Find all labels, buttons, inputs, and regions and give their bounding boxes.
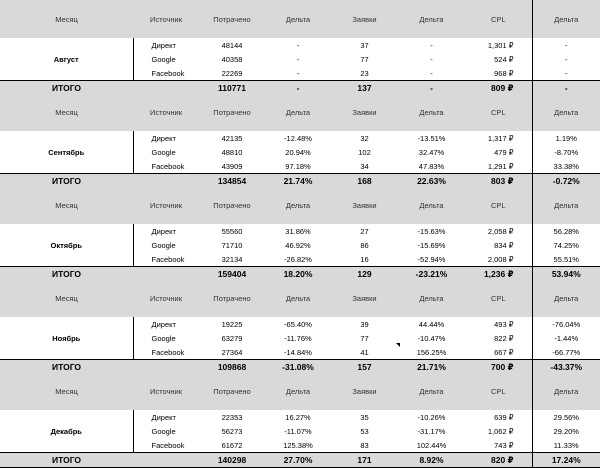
total-delta-cpl: 53.94% bbox=[532, 267, 600, 282]
delta-leads-cell: - bbox=[398, 52, 465, 66]
delta-leads-cell: -31.17% bbox=[398, 424, 465, 438]
delta-cpl-cell: -1.44% bbox=[532, 331, 600, 345]
header-row bbox=[0, 372, 600, 410]
cpl-cell: 493 ₽ bbox=[465, 317, 532, 331]
delta-leads-cell: -52.94% bbox=[398, 252, 465, 267]
cpl-cell: 2,008 ₽ bbox=[465, 252, 532, 267]
header-delta-leads: Дельта bbox=[398, 186, 465, 224]
header-cpl: CPL bbox=[465, 0, 532, 38]
delta-spent-cell: - bbox=[265, 52, 331, 66]
header-delta-spent: Дельта bbox=[265, 0, 331, 38]
total-cpl: 700 ₽ bbox=[465, 360, 532, 375]
header-row bbox=[0, 186, 600, 224]
total-label: ИТОГО bbox=[0, 360, 133, 375]
leads-cell: 16 bbox=[331, 252, 398, 267]
source-cell: Директ bbox=[133, 131, 199, 145]
delta-cpl-cell: 29.20% bbox=[532, 424, 600, 438]
source-cell: Директ bbox=[133, 410, 199, 424]
cpl-cell: 834 ₽ bbox=[465, 238, 532, 252]
total-source-empty bbox=[133, 453, 199, 468]
leads-cell: 53 bbox=[331, 424, 398, 438]
header-month: Месяц bbox=[0, 0, 133, 38]
spent-cell: 42135 bbox=[199, 131, 265, 145]
cpl-cell: 822 ₽ bbox=[465, 331, 532, 345]
header-month: Месяц bbox=[0, 279, 133, 317]
table-row bbox=[0, 317, 600, 331]
leads-cell: 86 bbox=[331, 238, 398, 252]
leads-cell: 102 bbox=[331, 145, 398, 159]
source-cell: Facebook bbox=[133, 66, 199, 81]
month-name: Сентябрь bbox=[0, 131, 133, 174]
header-month: Месяц bbox=[0, 372, 133, 410]
delta-spent-cell: -26.82% bbox=[265, 252, 331, 267]
header-spent: Потрачено bbox=[199, 93, 265, 131]
header-delta-cpl: Дельта bbox=[532, 186, 600, 224]
total-leads: 129 bbox=[331, 267, 398, 282]
total-leads: 168 bbox=[331, 174, 398, 189]
total-spent: 159404 bbox=[199, 267, 265, 282]
delta-spent-cell: 31.86% bbox=[265, 224, 331, 238]
leads-cell: 77 bbox=[331, 52, 398, 66]
spent-cell: 71710 bbox=[199, 238, 265, 252]
total-label: ИТОГО bbox=[0, 453, 133, 468]
delta-cpl-cell: - bbox=[532, 38, 600, 52]
header-delta-spent: Дельта bbox=[265, 372, 331, 410]
header-leads: Заявки bbox=[331, 186, 398, 224]
spent-cell: 22269 bbox=[199, 66, 265, 81]
delta-cpl-cell: 74.25% bbox=[532, 238, 600, 252]
total-cpl: 820 ₽ bbox=[465, 453, 532, 468]
total-delta-cpl: -0.72% bbox=[532, 174, 600, 189]
header-delta-spent: Дельта bbox=[265, 93, 331, 131]
delta-spent-cell: -14.84% bbox=[265, 345, 331, 360]
month-name: Август bbox=[0, 38, 133, 81]
month-name: Декабрь bbox=[0, 410, 133, 453]
leads-cell: 23 bbox=[331, 66, 398, 81]
cpl-cell: 667 ₽ bbox=[465, 345, 532, 360]
total-delta-spent: - bbox=[265, 81, 331, 96]
total-label: ИТОГО bbox=[0, 174, 133, 189]
source-cell: Директ bbox=[133, 317, 199, 331]
month-name: Октябрь bbox=[0, 224, 133, 267]
spent-cell: 63279 bbox=[199, 331, 265, 345]
total-delta-cpl: - bbox=[532, 81, 600, 96]
delta-leads-cell: 47.83% bbox=[398, 159, 465, 174]
source-cell: Директ bbox=[133, 224, 199, 238]
table-row bbox=[0, 410, 600, 424]
delta-cpl-cell: -8.70% bbox=[532, 145, 600, 159]
cpl-cell: 2,058 ₽ bbox=[465, 224, 532, 238]
month-table bbox=[0, 93, 600, 189]
cpl-cell: 479 ₽ bbox=[465, 145, 532, 159]
source-cell: Google bbox=[133, 238, 199, 252]
table-row bbox=[0, 38, 600, 52]
delta-leads-cell: -10.26% bbox=[398, 410, 465, 424]
total-delta-cpl: 17.24% bbox=[532, 453, 600, 468]
header-cpl: CPL bbox=[465, 93, 532, 131]
source-cell: Google bbox=[133, 424, 199, 438]
leads-cell: 37 bbox=[331, 38, 398, 52]
header-cpl: CPL bbox=[465, 279, 532, 317]
total-cpl: 1,236 ₽ bbox=[465, 267, 532, 282]
month-block bbox=[0, 372, 600, 468]
cell-comment-marker bbox=[396, 343, 400, 347]
delta-leads-cell: -13.51% bbox=[398, 131, 465, 145]
month-block bbox=[0, 279, 600, 375]
spent-cell: 48144 bbox=[199, 38, 265, 52]
delta-cpl-cell: 11.33% bbox=[532, 438, 600, 453]
total-leads: 157 bbox=[331, 360, 398, 375]
header-delta-spent: Дельта bbox=[265, 279, 331, 317]
delta-spent-cell: -65.40% bbox=[265, 317, 331, 331]
spent-cell: 32134 bbox=[199, 252, 265, 267]
delta-spent-cell: 46.92% bbox=[265, 238, 331, 252]
delta-leads-cell: 44.44% bbox=[398, 317, 465, 331]
total-label: ИТОГО bbox=[0, 81, 133, 96]
delta-spent-cell: 16.27% bbox=[265, 410, 331, 424]
delta-spent-cell: -12.48% bbox=[265, 131, 331, 145]
cpl-cell: 743 ₽ bbox=[465, 438, 532, 453]
header-row bbox=[0, 93, 600, 131]
delta-spent-cell: -11.07% bbox=[265, 424, 331, 438]
total-delta-cpl: -43.37% bbox=[532, 360, 600, 375]
delta-leads-cell: 102.44% bbox=[398, 438, 465, 453]
delta-cpl-cell: 33.38% bbox=[532, 159, 600, 174]
month-table bbox=[0, 279, 600, 375]
month-table bbox=[0, 372, 600, 468]
delta-cpl-cell: 55.51% bbox=[532, 252, 600, 267]
total-delta-leads: - bbox=[398, 81, 465, 96]
table-row bbox=[0, 224, 600, 238]
header-spent: Потрачено bbox=[199, 279, 265, 317]
spent-cell: 40358 bbox=[199, 52, 265, 66]
leads-cell: 77 bbox=[331, 331, 398, 345]
cpl-cell: 1,301 ₽ bbox=[465, 38, 532, 52]
source-cell: Facebook bbox=[133, 345, 199, 360]
delta-leads-cell: 32.47% bbox=[398, 145, 465, 159]
cpl-cell: 639 ₽ bbox=[465, 410, 532, 424]
month-block bbox=[0, 93, 600, 189]
total-delta-leads: -23.21% bbox=[398, 267, 465, 282]
header-row bbox=[0, 279, 600, 317]
header-spent: Потрачено bbox=[199, 0, 265, 38]
total-delta-leads: 8.92% bbox=[398, 453, 465, 468]
delta-cpl-cell: 29.56% bbox=[532, 410, 600, 424]
header-leads: Заявки bbox=[331, 93, 398, 131]
total-spent: 110771 bbox=[199, 81, 265, 96]
source-cell: Директ bbox=[133, 38, 199, 52]
delta-spent-cell: 20.94% bbox=[265, 145, 331, 159]
spent-cell: 19225 bbox=[199, 317, 265, 331]
header-row bbox=[0, 0, 600, 38]
spent-cell: 22353 bbox=[199, 410, 265, 424]
header-source: Источник bbox=[133, 0, 199, 38]
total-row bbox=[0, 453, 600, 468]
header-delta-leads: Дельта bbox=[398, 279, 465, 317]
header-delta-leads: Дельта bbox=[398, 93, 465, 131]
header-delta-cpl: Дельта bbox=[532, 93, 600, 131]
spent-cell: 43909 bbox=[199, 159, 265, 174]
header-month: Месяц bbox=[0, 186, 133, 224]
delta-leads-cell: - bbox=[398, 38, 465, 52]
leads-cell: 27 bbox=[331, 224, 398, 238]
cpl-cell: 1,317 ₽ bbox=[465, 131, 532, 145]
spent-cell: 48810 bbox=[199, 145, 265, 159]
total-spent: 134854 bbox=[199, 174, 265, 189]
delta-spent-cell: -11.76% bbox=[265, 331, 331, 345]
leads-cell: 83 bbox=[331, 438, 398, 453]
delta-cpl-cell: 1.19% bbox=[532, 131, 600, 145]
header-delta-leads: Дельта bbox=[398, 0, 465, 38]
header-cpl: CPL bbox=[465, 186, 532, 224]
total-cpl: 809 ₽ bbox=[465, 81, 532, 96]
header-delta-leads: Дельта bbox=[398, 372, 465, 410]
leads-cell: 35 bbox=[331, 410, 398, 424]
month-block bbox=[0, 186, 600, 282]
delta-leads-cell: -15.63% bbox=[398, 224, 465, 238]
total-label: ИТОГО bbox=[0, 267, 133, 282]
delta-cpl-cell: -76.04% bbox=[532, 317, 600, 331]
header-delta-cpl: Дельта bbox=[532, 0, 600, 38]
total-delta-spent: 18.20% bbox=[265, 267, 331, 282]
total-delta-leads: 21.71% bbox=[398, 360, 465, 375]
source-cell: Facebook bbox=[133, 438, 199, 453]
total-delta-leads: 22.63% bbox=[398, 174, 465, 189]
delta-leads-cell: - bbox=[398, 66, 465, 81]
header-spent: Потрачено bbox=[199, 372, 265, 410]
total-delta-spent: 27.70% bbox=[265, 453, 331, 468]
delta-spent-cell: - bbox=[265, 66, 331, 81]
header-leads: Заявки bbox=[331, 0, 398, 38]
delta-leads-cell: 156.25% bbox=[398, 345, 465, 360]
header-source: Источник bbox=[133, 186, 199, 224]
cpl-cell: 1,291 ₽ bbox=[465, 159, 532, 174]
header-delta-cpl: Дельта bbox=[532, 372, 600, 410]
total-spent: 140298 bbox=[199, 453, 265, 468]
header-source: Источник bbox=[133, 372, 199, 410]
header-spent: Потрачено bbox=[199, 186, 265, 224]
delta-cpl-cell: -66.77% bbox=[532, 345, 600, 360]
leads-cell: 39 bbox=[331, 317, 398, 331]
month-block bbox=[0, 0, 600, 96]
spent-cell: 61672 bbox=[199, 438, 265, 453]
leads-cell: 34 bbox=[331, 159, 398, 174]
cpl-cell: 524 ₽ bbox=[465, 52, 532, 66]
header-source: Источник bbox=[133, 93, 199, 131]
delta-cpl-cell: - bbox=[532, 52, 600, 66]
month-table bbox=[0, 186, 600, 282]
delta-spent-cell: 125.38% bbox=[265, 438, 331, 453]
delta-spent-cell: - bbox=[265, 38, 331, 52]
spent-cell: 55560 bbox=[199, 224, 265, 238]
cpl-cell: 1,062 ₽ bbox=[465, 424, 532, 438]
source-cell: Facebook bbox=[133, 252, 199, 267]
leads-cell: 32 bbox=[331, 131, 398, 145]
delta-cpl-cell: 56.28% bbox=[532, 224, 600, 238]
delta-cpl-cell: - bbox=[532, 66, 600, 81]
header-leads: Заявки bbox=[331, 279, 398, 317]
total-leads: 137 bbox=[331, 81, 398, 96]
month-table bbox=[0, 0, 600, 96]
header-source: Источник bbox=[133, 279, 199, 317]
header-cpl: CPL bbox=[465, 372, 532, 410]
delta-leads-cell: -10.47% bbox=[398, 331, 465, 345]
source-cell: Facebook bbox=[133, 159, 199, 174]
header-delta-cpl: Дельта bbox=[532, 279, 600, 317]
header-month: Месяц bbox=[0, 93, 133, 131]
total-cpl: 803 ₽ bbox=[465, 174, 532, 189]
spent-cell: 27364 bbox=[199, 345, 265, 360]
cpl-cell: 968 ₽ bbox=[465, 66, 532, 81]
total-leads: 171 bbox=[331, 453, 398, 468]
month-name: Ноябрь bbox=[0, 317, 133, 360]
total-delta-spent: 21.74% bbox=[265, 174, 331, 189]
source-cell: Google bbox=[133, 145, 199, 159]
leads-cell: 41 bbox=[331, 345, 398, 360]
source-cell: Google bbox=[133, 331, 199, 345]
total-delta-spent: -31.08% bbox=[265, 360, 331, 375]
delta-spent-cell: 97.18% bbox=[265, 159, 331, 174]
header-leads: Заявки bbox=[331, 372, 398, 410]
spent-cell: 56273 bbox=[199, 424, 265, 438]
delta-leads-cell: -15.69% bbox=[398, 238, 465, 252]
total-spent: 109868 bbox=[199, 360, 265, 375]
header-delta-spent: Дельта bbox=[265, 186, 331, 224]
source-cell: Google bbox=[133, 52, 199, 66]
table-row bbox=[0, 131, 600, 145]
